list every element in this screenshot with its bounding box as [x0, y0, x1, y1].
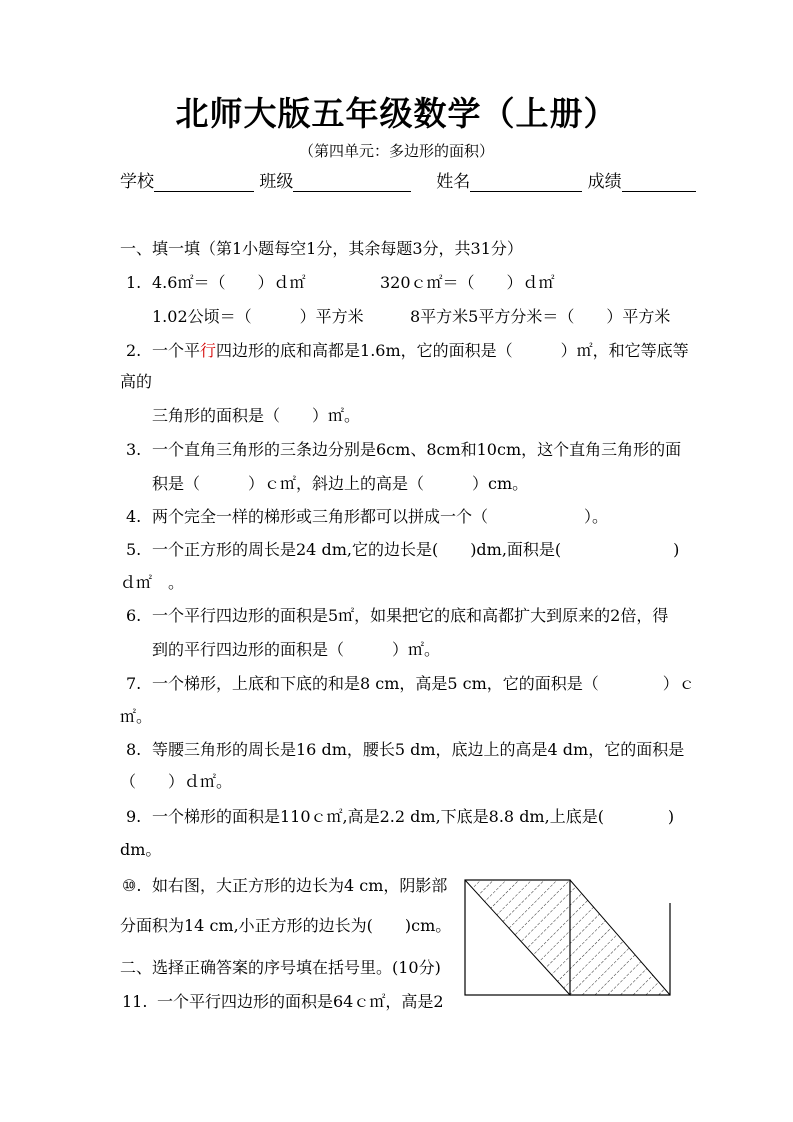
page-subtitle: （第四单元：多边形的面积） [298, 142, 494, 160]
text-segment: 一个平 [152, 341, 201, 360]
question-text: 一个平行四边形的面积是5㎡，如果把它的底和高都扩大到原来的2倍，得 [152, 606, 669, 625]
question-text: 320ｃ㎡＝（ ）ｄ㎡ [380, 273, 555, 292]
name-field[interactable] [470, 175, 582, 192]
question-text: 一个平行四边形的面积是64ｃ㎡，高是2 [157, 992, 444, 1011]
text-segment: 四边形的底和高都是1.6m，它的面积是（ ）㎡，和它等底等 [216, 341, 689, 360]
section-heading: 二、选择正确答案的序号填在括号里。(10分) [120, 958, 441, 977]
question-text: 8平方米5平方分米＝（ ）平方米 [410, 307, 671, 326]
question-text: 到的平行四边形的面积是（ ）㎡。 [152, 640, 441, 659]
question-number: 9. [126, 807, 142, 826]
question-text: 积是（ ）ｃ㎡，斜边上的高是（ ）cm。 [152, 474, 529, 493]
question-number: 11. [122, 992, 148, 1011]
question-number: 3. [126, 440, 142, 459]
question-text: 两个完全一样的梯形或三角形都可以拼成一个（ ）。 [152, 507, 609, 526]
question-text: 等腰三角形的周长是16 dm，腰长5 dm，底边上的高是4 dm，它的面积是 [152, 740, 685, 759]
question-text: 一个直角三角形的三条边分别是6cm、8cm和10cm，这个直角三角形的面 [152, 440, 682, 459]
question-text-wrap: ｄ㎡ 。 [120, 573, 185, 592]
question-text: 三角形的面积是（ ）㎡。 [152, 406, 361, 425]
question-text: 4.6㎡＝（ ）ｄ㎡ [152, 273, 306, 292]
shaded-region [465, 880, 670, 995]
question-text: 一个正方形的周长是24 dm,它的边长是( )dm,面积是( ) [152, 540, 680, 559]
score-field[interactable] [622, 175, 696, 192]
page-title: 北师大版五年级数学（上册） [175, 94, 618, 133]
section-heading: 一、填一填（第1小题每空1分，其余每题3分，共31分） [120, 239, 523, 258]
question-number: 8. [126, 740, 142, 759]
question-text: 一个梯形的面积是110ｃ㎡,高是2.2 dm,下底是8.8 dm,上底是( ) [152, 807, 675, 826]
class-field[interactable] [293, 175, 411, 192]
info-row [120, 172, 696, 192]
question-text: 分面积为14 cm,小正方形的边长为( )cm。 [120, 916, 452, 935]
question-number: 1. [126, 273, 142, 292]
question-text-wrap: 高的 [120, 372, 153, 391]
question-text: 1.02公顷＝（ ）平方米 [152, 307, 364, 326]
question-text: 如右图，大正方形的边长为4 cm，阴影部 [152, 876, 448, 895]
school-field[interactable] [154, 175, 254, 192]
question-text-wrap: dm。 [120, 840, 162, 859]
question-number: 5. [126, 540, 142, 559]
question-text-wrap: ㎡。 [120, 707, 153, 726]
question-number: 4. [126, 507, 142, 526]
question-number: ⑩. [122, 876, 142, 895]
squares-figure [460, 875, 700, 1005]
question-number: 6. [126, 606, 142, 625]
class-label: 班级 [259, 172, 294, 192]
school-label: 学校 [120, 172, 154, 192]
question-text-wrap: （ ）ｄ㎡。 [120, 772, 233, 791]
highlighted-character: 行 [200, 341, 217, 360]
question-text [152, 341, 689, 361]
question-number: 2. [126, 341, 142, 360]
name-label: 姓名 [436, 172, 471, 192]
question-text: 一个梯形，上底和下底的和是8 cm，高是5 cm，它的面积是（ ）ｃ [152, 674, 695, 693]
question-number: 7. [126, 674, 142, 693]
score-label: 成绩 [587, 172, 622, 192]
